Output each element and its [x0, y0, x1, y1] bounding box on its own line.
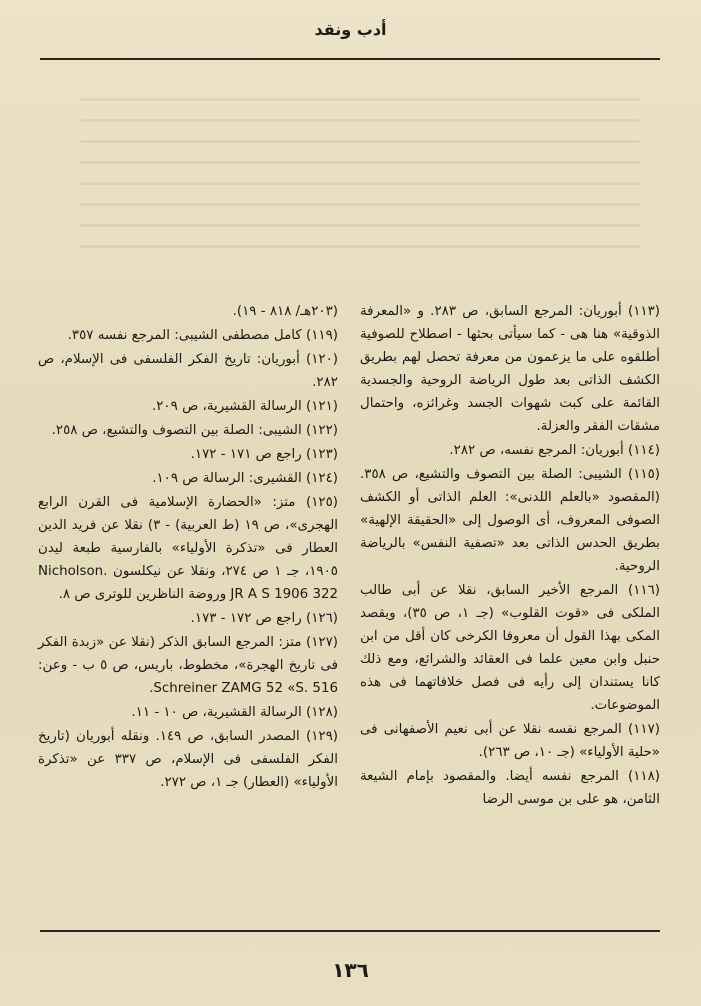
footnote-113: (١١٣) أبوريان: المرجع السابق، ص ٢٨٣. و «المعرفة الذوقية» هنا هى - كما سيأتى بحثها - اصطلاح للصوفية أطلقوه على ما يزعمون من معرفة تحصل لهم بطريق الكشف الذاتى بعد طول الرياضة الروحية والجسدية القائمة على كبت شهوات الجسد وغرائزه، واحتمال مشقات الفقر والعزلة. [360, 304, 661, 434]
footnote-126: (١٢٦) راجع ص ١٧٢ - ١٧٣. [190, 611, 338, 626]
footnote-116: (١١٦) المرجع الأخير السابق، نقلا عن أبى طالب الملكى فى «قوت القلوب» (جـ ١، ص ٣٥)، ويقصد المكى بهذا القول أن معروفا الكرخى كان أقل من ابن حنبل وابن معين علما فى العقائد والشرائع، ومع ذلك كانا يستندان إلى رأيه فى فصل خلافاتهما فى هذه الموضوعات. [360, 583, 660, 713]
footnote-114: (١١٤) أبوريان: المرجع نفسه، ص ٢٨٢. [449, 443, 660, 458]
footnote-122: (١٢٢) الشيبى: الصلة بين التصوف والتشيع، ص ٢٥٨. [51, 423, 338, 438]
page-number: ١٣٦ [332, 958, 369, 982]
footnote-115: (١١٥) الشيبى: الصلة بين التصوف والتشيع، ص ٣٥٨. (المقصود «بالعلم اللدنى»: العلم الذاتى أو الكشف الصوفى المعروف، أى الوصول إلى «الحقيقة الإلهية» بطريق الحدس الذاتى بعد «تصفية النفس» بالرياضة الروحية. [360, 467, 660, 574]
footnote-118-continued: (٢٠٣هـ/ ٨١٨ - ١٩). [232, 304, 338, 319]
footnote-125: (١٢٥) متز: «الحضارة الإسلامية فى القرن الرابع الهجرى»، ص ١٩ (ط العربية) - ٣) نقلا عن فريد الدين العطار فى «تذكرة الأولياء» بالفارسية طبعة ليدن ١٩٠٥، جـ ١ ص ٢٧٤، ونقلا عن نيكلسون .Nicholson JR A S 1906 322 وروضة الناظرين للوترى ص ٨. [38, 495, 338, 602]
footnote-127: (١٢٧) متز: المرجع السابق الذكر (نقلا عن «زبدة الفكر فى تاريخ الهجرة»، مخطوط، باريس، ص ٥ ب - وعن: Schreiner ZAMG 52 «S. 516. [38, 635, 338, 696]
footnote-123: (١٢٣) راجع ص ١٧١ - ١٧٢. [190, 447, 338, 462]
top-rule [40, 58, 660, 60]
footnotes-right-column [360, 300, 660, 812]
footnote-118: (١١٨) المرجع نفسه أيضا. والمقصود بإمام الشيعة الثامن، هو على بن موسى الرضا [360, 769, 660, 807]
footnotes-left-column [38, 300, 338, 795]
running-head: أدب ونقد [314, 20, 387, 39]
footnote-129: (١٢٩) المصدر السابق، ص ١٤٩. ونقله أبوريان (تاريخ الفكر الفلسفى فى الإسلام، ص ٣٣٧ عن «تذكرة الأولياء» (العطار) جـ ١، ص ٢٧٢. [38, 729, 338, 790]
footnote-120: (١٢٠) أبوريان: تاريخ الفكر الفلسفى فى الإسلام، ص ٢٨٢. [38, 352, 338, 390]
footnote-119: (١١٩) كامل مصطفى الشيبى: المرجع نفسه ٣٥٧. [67, 328, 338, 343]
footnote-121: (١٢١) الرسالة القشيرية، ص ٢٠٩. [151, 399, 338, 414]
bottom-rule [40, 930, 660, 932]
footnote-128: (١٢٨) الرسالة القشيرية، ص ١٠ - ١١. [131, 705, 338, 720]
footnote-124: (١٢٤) القشيرى: الرسالة ص ١٠٩. [152, 471, 338, 486]
footnote-117: (١١٧) المرجع نفسه نقلا عن أبى نعيم الأصفهانى فى «حلية الأولياء» (جـ ١٠، ص ٢٦٣). [360, 722, 660, 760]
bleed-through-texture [80, 80, 640, 280]
